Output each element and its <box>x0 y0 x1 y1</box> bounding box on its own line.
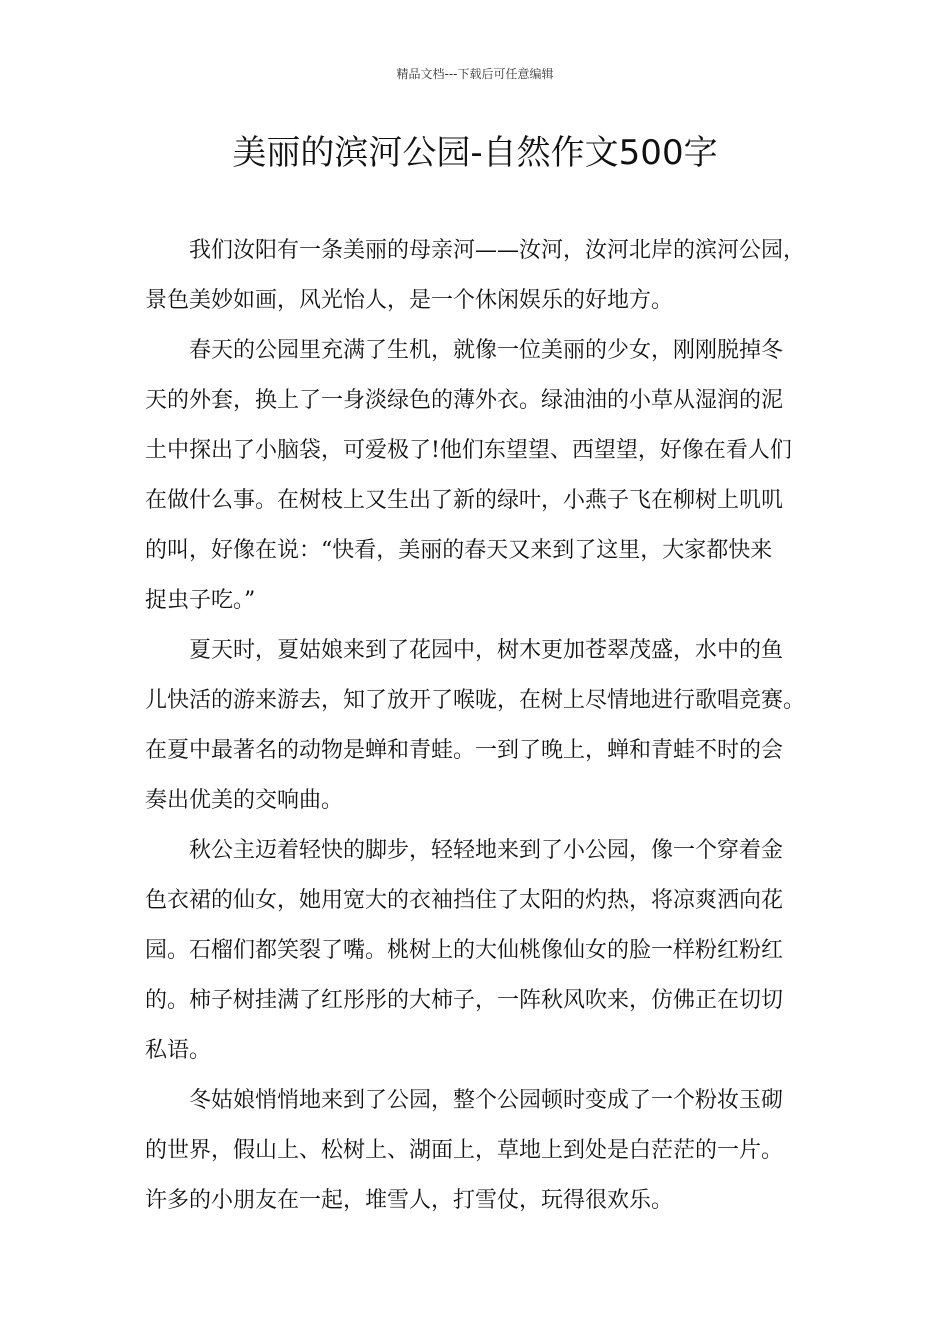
text-line: 我们汝阳有一条美丽的母亲河——汝河，汝河北岸的滨河公园， <box>189 238 806 263</box>
text-line: 的叫，好像在说：“快看，美丽的春天又来到了这里，大家都快来 <box>145 538 773 563</box>
text-line: 土中探出了小脑袋，可爱极了!他们东望望、西望望，好像在看人们 <box>145 438 792 463</box>
paragraph-winter <box>145 1076 835 1226</box>
document-body <box>145 226 835 1226</box>
page-header-caption: 精品文档---下载后可任意编辑 <box>396 67 554 81</box>
paragraph-spring <box>145 326 835 626</box>
text-line: 私语。 <box>145 1038 212 1063</box>
text-line: 的。柿子树挂满了红彤彤的大柿子，一阵秋风吹来，仿佛正在切切 <box>145 988 784 1013</box>
text-line: 天的外套，换上了一身淡绿色的薄外衣。绿油油的小草从湿润的泥 <box>145 388 784 413</box>
text-line: 奏出优美的交响曲。 <box>145 788 344 813</box>
text-line: 儿快活的游来游去，知了放开了喉咙，在树上尽情地进行歌唱竞赛。 <box>145 688 806 713</box>
text-line: 秋公主迈着轻快的脚步，轻轻地来到了小公园，像一个穿着金 <box>189 838 784 863</box>
text-line: 在做什么事。在树枝上又生出了新的绿叶，小燕子飞在柳树上叽叽 <box>145 488 784 513</box>
text-line: 冬姑娘悄悄地来到了公园，整个公园顿时变成了一个粉妆玉砌 <box>189 1088 784 1113</box>
text-line: 许多的小朋友在一起，堆雪人，打雪仗，玩得很欢乐。 <box>145 1188 674 1213</box>
text-line: 春天的公园里充满了生机，就像一位美丽的少女，刚刚脱掉冬 <box>189 338 784 363</box>
text-line: 的世界，假山上、松树上、湖面上，草地上到处是白茫茫的一片。 <box>145 1138 784 1163</box>
text-line: 色衣裙的仙女，她用宽大的衣袖挡住了太阳的灼热，将凉爽洒向花 <box>145 888 784 913</box>
paragraph-summer <box>145 626 835 826</box>
paragraph-intro <box>145 226 835 326</box>
text-line: 夏天时，夏姑娘来到了花园中，树木更加苍翠茂盛，水中的鱼 <box>189 638 784 663</box>
text-line: 在夏中最著名的动物是蝉和青蛙。一到了晚上，蝉和青蛙不时的会 <box>145 738 784 763</box>
document-title: 美丽的滨河公园-自然作文500字 <box>232 133 718 173</box>
text-line: 园。石榴们都笑裂了嘴。桃树上的大仙桃像仙女的脸一样粉红粉红 <box>145 938 784 963</box>
text-line: 捉虫子吃。” <box>145 588 256 613</box>
paragraph-autumn <box>145 826 835 1076</box>
text-line: 景色美妙如画，风光怡人，是一个休闲娱乐的好地方。 <box>145 288 674 313</box>
